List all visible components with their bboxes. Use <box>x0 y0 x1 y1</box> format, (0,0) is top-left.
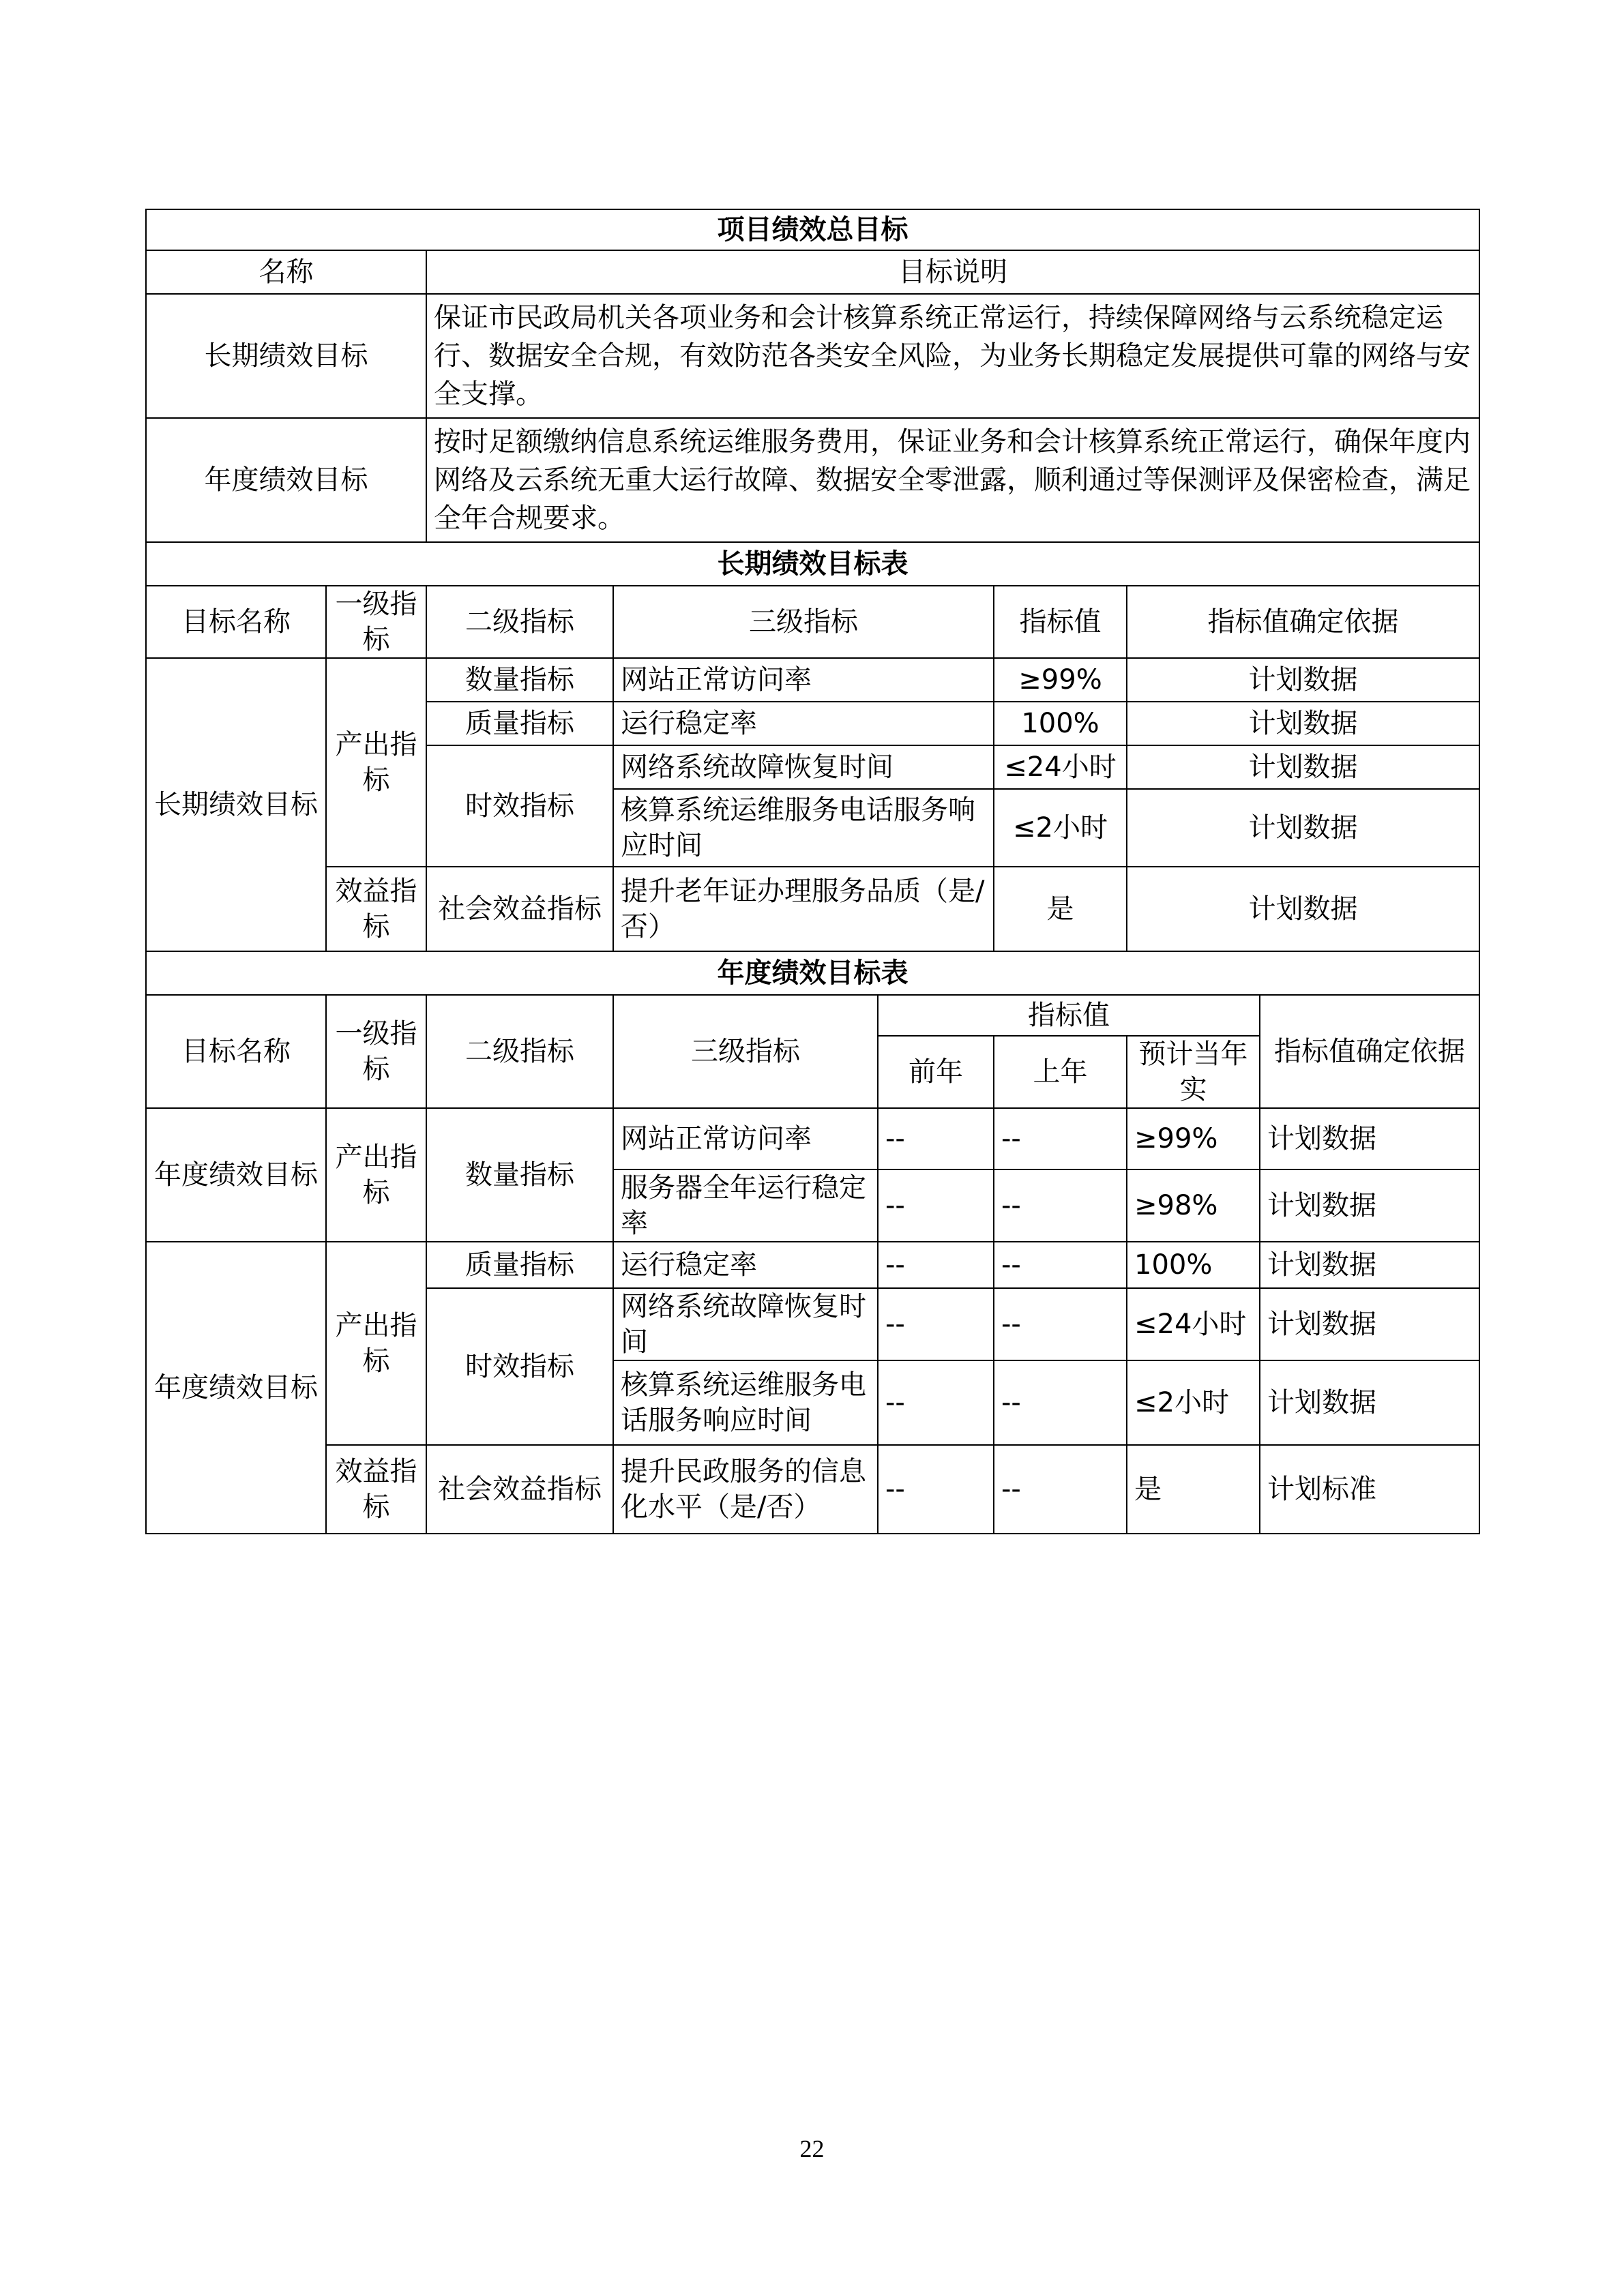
level1-cell: 效益指标 <box>326 1445 426 1534</box>
overall-row <box>146 294 1479 418</box>
basis-cell: 计划数据 <box>1127 867 1479 951</box>
col-header: 指标值确定依据 <box>1127 586 1479 658</box>
col-header: 前年 <box>878 1036 994 1108</box>
level3-cell: 提升老年证办理服务品质（是/否） <box>613 867 994 951</box>
overall-row-name: 长期绩效目标 <box>146 294 426 418</box>
level3-cell: 网站正常访问率 <box>613 658 994 702</box>
basis-cell: 计划数据 <box>1260 1108 1479 1169</box>
level2-cell: 质量指标 <box>426 702 613 745</box>
basis-cell: 计划数据 <box>1260 1360 1479 1445</box>
value-cell: 是 <box>994 867 1127 951</box>
goal-name-cell: 年度绩效目标 <box>146 1108 326 1242</box>
prev-cell: -- <box>878 1169 994 1242</box>
basis-cell: 计划数据 <box>1260 1242 1479 1288</box>
col-header: 目标名称 <box>146 586 326 658</box>
overall-row <box>146 418 1479 542</box>
overall-header-desc: 目标说明 <box>426 250 1479 294</box>
prev-cell: -- <box>878 1242 994 1288</box>
longterm-header-row <box>146 586 1479 658</box>
expected-cell: ≥99% <box>1127 1108 1260 1169</box>
level3-cell: 提升民政服务的信息化水平（是/否） <box>613 1445 878 1534</box>
annual-header-row <box>146 995 1479 1036</box>
col-header: 一级指标 <box>326 995 426 1108</box>
last-cell: -- <box>994 1108 1127 1169</box>
level3-cell: 运行稳定率 <box>613 702 994 745</box>
prev-cell: -- <box>878 1360 994 1445</box>
col-header: 三级指标 <box>613 586 994 658</box>
col-header: 指标值 <box>878 995 1260 1036</box>
overall-header-name: 名称 <box>146 250 426 294</box>
overall-title: 项目绩效总目标 <box>146 209 1479 250</box>
col-header: 指标值确定依据 <box>1260 995 1479 1108</box>
overall-row-text: 保证市民政局机关各项业务和会计核算系统正常运行，持续保障网络与云系统稳定运行、数据安全合规，有效防范各类安全风险，为业务长期稳定发展提供可靠的网络与安全支撑。 <box>426 294 1479 418</box>
value-cell: 100% <box>994 702 1127 745</box>
longterm-title: 长期绩效目标表 <box>146 542 1479 586</box>
basis-cell: 计划数据 <box>1127 702 1479 745</box>
col-header: 目标名称 <box>146 995 326 1108</box>
goal-name-cell: 长期绩效目标 <box>146 658 326 951</box>
level2-cell: 数量指标 <box>426 1108 613 1242</box>
col-header: 三级指标 <box>613 995 878 1108</box>
longterm-title-row <box>146 542 1479 586</box>
prev-cell: -- <box>878 1108 994 1169</box>
annual-title: 年度绩效目标表 <box>146 951 1479 995</box>
expected-cell: ≤24小时 <box>1127 1288 1260 1360</box>
level1-cell: 产出指标 <box>326 1108 426 1242</box>
prev-cell: -- <box>878 1288 994 1360</box>
level2-cell: 质量指标 <box>426 1242 613 1288</box>
overall-row-text: 按时足额缴纳信息系统运维服务费用，保证业务和会计核算系统正常运行，确保年度内网络及云系统无重大运行故障、数据安全零泄露，顺利通过等保测评及保密检查，满足全年合规要求。 <box>426 418 1479 542</box>
level3-cell: 网站正常访问率 <box>613 1108 878 1169</box>
basis-cell: 计划标准 <box>1260 1445 1479 1534</box>
level3-cell: 核算系统运维服务电话服务响应时间 <box>613 1360 878 1445</box>
overall-header-row <box>146 250 1479 294</box>
last-cell: -- <box>994 1169 1127 1242</box>
table-row <box>146 867 1479 951</box>
basis-cell: 计划数据 <box>1127 789 1479 867</box>
prev-cell: -- <box>878 1445 994 1534</box>
level2-cell: 数量指标 <box>426 658 613 702</box>
level3-cell: 网络系统故障恢复时间 <box>613 745 994 789</box>
table-row <box>146 1242 1479 1288</box>
level2-cell: 时效指标 <box>426 745 613 867</box>
level2-cell: 时效指标 <box>426 1288 613 1445</box>
value-cell: ≤24小时 <box>994 745 1127 789</box>
page-number: 22 <box>799 2135 825 2162</box>
performance-goals-sheet <box>145 209 1479 1534</box>
level1-cell: 效益指标 <box>326 867 426 951</box>
expected-cell: ≤2小时 <box>1127 1360 1260 1445</box>
col-header: 二级指标 <box>426 995 613 1108</box>
level3-cell: 服务器全年运行稳定率 <box>613 1169 878 1242</box>
col-header: 一级指标 <box>326 586 426 658</box>
table-row <box>146 658 1479 702</box>
level1-cell: 产出指标 <box>326 658 426 867</box>
performance-table <box>145 209 1480 1534</box>
level1-cell: 产出指标 <box>326 1242 426 1445</box>
level3-cell: 运行稳定率 <box>613 1242 878 1288</box>
level2-cell: 社会效益指标 <box>426 1445 613 1534</box>
goal-name-cell: 年度绩效目标 <box>146 1242 326 1534</box>
basis-cell: 计划数据 <box>1260 1169 1479 1242</box>
basis-cell: 计划数据 <box>1260 1288 1479 1360</box>
overall-row-name: 年度绩效目标 <box>146 418 426 542</box>
level3-cell: 核算系统运维服务电话服务响应时间 <box>613 789 994 867</box>
col-header: 预计当年实 <box>1127 1036 1260 1108</box>
last-cell: -- <box>994 1242 1127 1288</box>
level3-cell: 网络系统故障恢复时间 <box>613 1288 878 1360</box>
last-cell: -- <box>994 1360 1127 1445</box>
value-cell: ≤2小时 <box>994 789 1127 867</box>
level2-cell: 社会效益指标 <box>426 867 613 951</box>
col-header: 指标值 <box>994 586 1127 658</box>
expected-cell: 100% <box>1127 1242 1260 1288</box>
last-cell: -- <box>994 1288 1127 1360</box>
col-header: 二级指标 <box>426 586 613 658</box>
expected-cell: ≥98% <box>1127 1169 1260 1242</box>
table-row <box>146 1445 1479 1534</box>
table-row <box>146 1108 1479 1169</box>
expected-cell: 是 <box>1127 1445 1260 1534</box>
basis-cell: 计划数据 <box>1127 658 1479 702</box>
basis-cell: 计划数据 <box>1127 745 1479 789</box>
last-cell: -- <box>994 1445 1127 1534</box>
value-cell: ≥99% <box>994 658 1127 702</box>
col-header: 上年 <box>994 1036 1127 1108</box>
overall-title-row <box>146 209 1479 250</box>
annual-title-row <box>146 951 1479 995</box>
